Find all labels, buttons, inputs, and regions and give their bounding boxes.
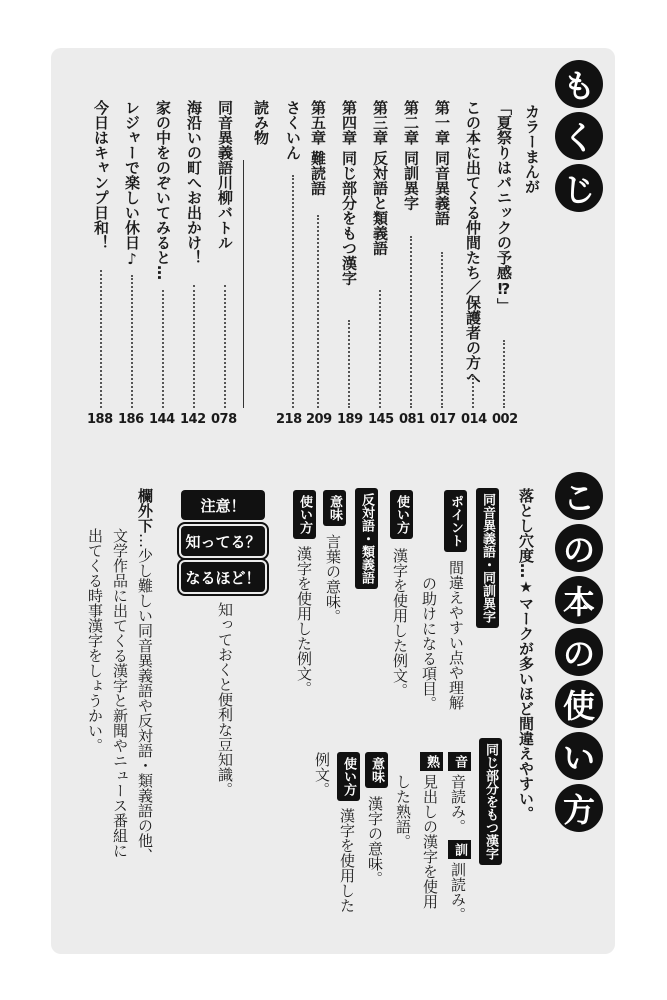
toc-entry-10: 読み物 — [252, 100, 270, 145]
toc-entry-5: 第二章 同訓異字 — [402, 100, 420, 211]
imi3-text: 言葉の意味。 — [324, 534, 342, 624]
tag-imi-3: 意味 — [323, 490, 346, 526]
toc-leader — [224, 285, 226, 408]
toc-leader — [503, 340, 505, 408]
toc-entry-15: 今日はキャンプ日和！ — [92, 100, 110, 250]
toc-divider — [243, 160, 244, 408]
toc-page-2: 002 — [492, 412, 518, 427]
toc-title-char: じ — [555, 164, 603, 212]
juku-text-2: した熟語。 — [394, 774, 412, 849]
rangai-text-2: 文学作品に出てくる漢字と新聞やニュース番組に — [111, 528, 129, 858]
toc-entry-9: さくいん — [284, 100, 302, 160]
box-naruhodo: なるほど！ — [181, 562, 265, 592]
toc-entry-7: 第四章 同じ部分をもつ漢字 — [340, 100, 358, 286]
toc-leader — [410, 236, 412, 408]
toc-entry-13: 家の中をのぞいてみると… — [154, 100, 172, 280]
tag-juku: 熟 — [420, 752, 443, 771]
toc-leader — [441, 252, 443, 408]
toc-page-9: 218 — [276, 412, 302, 427]
ochoshi-label: 落とし穴度 — [517, 488, 535, 563]
toc-leader — [193, 285, 195, 408]
toc-leader — [162, 290, 164, 408]
toc-page-13: 144 — [149, 412, 175, 427]
tsukaikata3-text: 漢字を使用した例文。 — [295, 546, 313, 696]
toc-leader — [292, 175, 294, 408]
tag-tsukaikata-2: 使い方 — [337, 752, 360, 801]
toc-page-11: 078 — [211, 412, 237, 427]
toc-entry-8: 第五章 難読語 — [309, 100, 327, 196]
toc-page-12: 142 — [180, 412, 206, 427]
howto-title — [555, 470, 603, 834]
toc-entry-3: この本に出てくる仲間たち／保護者の方へ — [464, 100, 482, 385]
toc-page-5: 081 — [399, 412, 425, 427]
howto-title-char: の — [555, 524, 603, 572]
toc-entry-12: 海沿いの町へお出かけ！ — [185, 100, 203, 265]
tag-onaji-bubun: 同じ部分をもつ漢字 — [479, 738, 502, 865]
toc-page-6: 145 — [368, 412, 394, 427]
rangai-line-1 — [135, 488, 156, 863]
toc-leader — [317, 215, 319, 408]
howto-title-char: こ — [555, 472, 603, 520]
toc-page-15: 188 — [87, 412, 113, 427]
point-text-2: の助けになる項目。 — [420, 576, 438, 711]
rangai-label: 欄外下 — [136, 488, 154, 533]
howto-title-char: 本 — [555, 576, 603, 624]
toc-page-8: 209 — [306, 412, 332, 427]
toc-page-7: 189 — [337, 412, 363, 427]
toc-page-4: 017 — [430, 412, 456, 427]
tag-tsukaikata-1: 使い方 — [390, 490, 413, 539]
tag-hantaigo-ruigigo: 反対語・類義語 — [355, 488, 378, 589]
toc-entry-6: 第三章 反対語と類義語 — [371, 100, 389, 256]
tag-on: 音 — [448, 752, 471, 771]
howto-title-char: 方 — [555, 784, 603, 832]
toc-entry-1: カラーまんが — [523, 104, 541, 194]
toc-page-14: 186 — [118, 412, 144, 427]
imi2-text: 漢字の意味。 — [366, 796, 384, 886]
toc-entry-11: 同音異義語川柳バトル — [216, 100, 234, 250]
ochoshi-text: …★マークが多いほど間違えやすい。 — [517, 563, 535, 821]
box-shitteru: 知ってる？ — [181, 526, 265, 556]
toc-title — [555, 58, 603, 214]
ochoshi-line — [516, 488, 537, 821]
tsukaikata2-text-1: 漢字を使用した — [338, 808, 356, 913]
rangai-text-3: 出てくる時事漢字をしょうかい。 — [86, 528, 104, 753]
toc-leader — [131, 275, 133, 408]
kun-text: 訓読み。 — [449, 862, 467, 922]
toc-leader — [379, 290, 381, 408]
tag-doon-dokun: 同音異義語・同訓異字 — [476, 488, 499, 628]
on-text: 音読み。 — [449, 774, 467, 834]
mame-text: 知っておくと便利な豆知識。 — [216, 602, 234, 797]
tag-imi-2: 意味 — [365, 752, 388, 788]
point-text-1: 間違えやすい点や理解 — [447, 560, 465, 710]
toc-leader — [472, 375, 474, 408]
tag-kun: 訓 — [448, 840, 471, 859]
rangai-text-1: …少し難しい同音異義語や反対語・類義語の他、 — [136, 533, 154, 863]
toc-entry-2: 「夏祭りはパニックの予感⁉」 — [495, 100, 513, 313]
box-chui: 注意！ — [181, 490, 265, 520]
toc-entry-4: 第一章 同音異義語 — [433, 100, 451, 226]
tsukaikata1-text: 漢字を使用した例文。 — [391, 548, 409, 698]
toc-leader — [348, 320, 350, 408]
juku-text-1: 見出しの漢字を使用 — [421, 774, 439, 909]
howto-title-char: い — [555, 732, 603, 780]
howto-title-char: の — [555, 628, 603, 676]
toc-page-3: 014 — [461, 412, 487, 427]
toc-leader — [100, 270, 102, 408]
tag-tsukaikata-3: 使い方 — [293, 490, 316, 539]
toc-title-char: く — [555, 112, 603, 160]
tsukaikata2-text-2: 例文。 — [313, 752, 331, 797]
toc-title-char: も — [555, 60, 603, 108]
toc-entry-14: レジャーで楽しい休日♪ — [123, 100, 141, 268]
tag-point: ポイント — [444, 490, 467, 552]
howto-title-char: 使 — [555, 680, 603, 728]
